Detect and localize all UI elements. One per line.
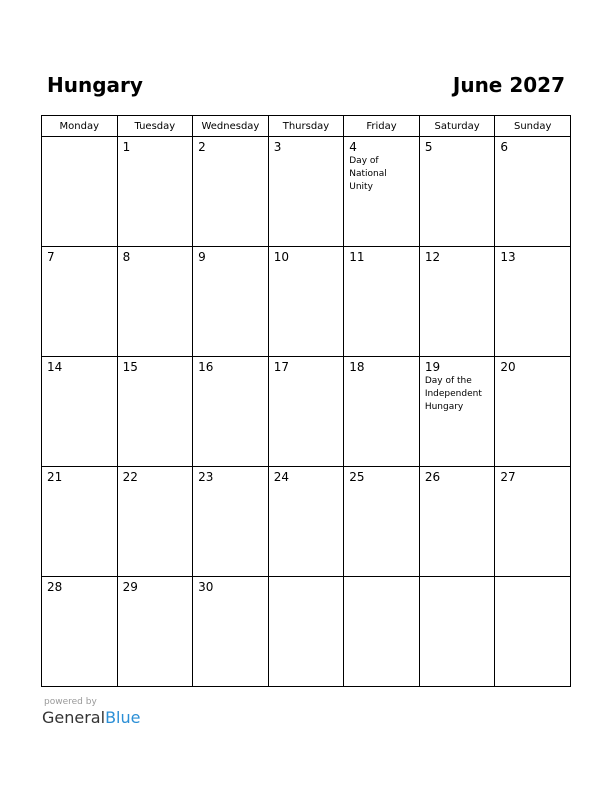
day-cell <box>42 467 118 577</box>
holiday-label <box>495 484 570 485</box>
day-cell <box>193 247 269 357</box>
brand-name-part2: Blue <box>105 708 141 727</box>
day-number: 22 <box>122 470 138 484</box>
day-cell <box>419 247 495 357</box>
day-number: 24 <box>273 470 289 484</box>
holiday-label <box>269 264 344 265</box>
brand-logo[interactable] <box>42 708 140 728</box>
holiday-label <box>420 484 495 485</box>
day-cell <box>419 137 495 247</box>
holiday-label <box>420 154 495 155</box>
week-row <box>42 577 571 687</box>
holiday-label <box>269 580 344 581</box>
day-cell <box>42 357 118 467</box>
day-cell <box>42 247 118 357</box>
holiday-label <box>118 484 193 485</box>
holiday-label: Day of National Unity <box>349 156 387 192</box>
day-number: 13 <box>500 250 516 264</box>
holiday-label <box>193 154 268 155</box>
day-number: 10 <box>273 250 289 264</box>
day-number: 27 <box>500 470 516 484</box>
day-cell <box>193 577 269 687</box>
holiday-label <box>42 264 117 265</box>
day-cell <box>419 467 495 577</box>
weekday-header-row <box>42 116 571 137</box>
weekday-wednesday: Wednesday <box>193 116 269 137</box>
day-cell <box>344 577 420 687</box>
day-cell <box>495 137 571 247</box>
holiday-label <box>344 484 419 485</box>
holiday-label <box>118 264 193 265</box>
day-cell <box>193 357 269 467</box>
day-number: 26 <box>424 470 441 484</box>
day-cell <box>344 357 420 467</box>
day-cell <box>268 577 344 687</box>
country-title: Hungary <box>47 73 143 97</box>
holiday-label <box>118 594 193 595</box>
day-number: 8 <box>122 250 131 264</box>
holiday-label <box>344 374 419 375</box>
day-number: 23 <box>198 470 214 484</box>
day-cell <box>495 357 571 467</box>
holiday-label <box>42 484 117 485</box>
day-number: 3 <box>273 140 282 154</box>
day-number: 25 <box>349 470 365 484</box>
holiday-label <box>344 580 419 581</box>
holiday-label <box>495 580 570 581</box>
holiday-label <box>269 154 344 155</box>
day-number: 29 <box>122 580 138 594</box>
holiday-label <box>193 484 268 485</box>
holiday-label <box>118 154 193 155</box>
holiday-label <box>420 580 495 581</box>
powered-by-text: powered by <box>44 697 97 707</box>
day-cell <box>193 137 269 247</box>
day-number: 1 <box>122 140 131 154</box>
holiday-label <box>42 140 117 141</box>
holiday-label <box>193 264 268 265</box>
day-number: 4 <box>349 140 357 154</box>
day-cell <box>268 247 344 357</box>
week-row <box>42 247 571 357</box>
calendar-header <box>42 70 570 100</box>
day-number: 18 <box>349 360 365 374</box>
holiday-label <box>118 374 193 375</box>
calendar-grid <box>41 115 571 687</box>
holiday-label <box>42 594 117 595</box>
month-title: June 2027 <box>452 73 565 97</box>
holiday-label <box>42 374 117 375</box>
day-cell <box>344 137 420 247</box>
holiday-label <box>495 154 570 155</box>
day-number: 28 <box>47 580 63 594</box>
day-cell <box>117 137 193 247</box>
day-cell <box>268 137 344 247</box>
day-cell <box>117 247 193 357</box>
holiday-label <box>193 594 268 595</box>
day-number: 11 <box>349 250 365 264</box>
holiday-label <box>420 264 495 265</box>
week-row <box>42 357 571 467</box>
holiday-label: Day of the Independent Hungary <box>424 376 482 412</box>
day-cell <box>419 577 495 687</box>
weekday-saturday: Saturday <box>419 116 495 137</box>
weekday-thursday: Thursday <box>268 116 344 137</box>
day-cell <box>268 357 344 467</box>
day-cell <box>117 357 193 467</box>
brand-name-part1: General <box>42 708 106 727</box>
day-cell <box>495 247 571 357</box>
week-row <box>42 137 571 247</box>
footer-branding <box>42 696 140 728</box>
day-cell <box>268 467 344 577</box>
day-number: 17 <box>273 360 289 374</box>
holiday-label <box>269 484 344 485</box>
day-number: 15 <box>122 360 138 374</box>
holiday-label <box>193 374 268 375</box>
day-cell <box>42 577 118 687</box>
day-number: 30 <box>198 580 214 594</box>
day-number: 16 <box>198 360 214 374</box>
day-number: 20 <box>500 360 516 374</box>
day-cell <box>495 577 571 687</box>
day-cell <box>419 357 495 467</box>
day-cell <box>344 247 420 357</box>
day-number: 9 <box>198 250 206 264</box>
day-number: 21 <box>47 470 63 484</box>
day-number: 6 <box>500 140 509 154</box>
weekday-tuesday: Tuesday <box>117 116 193 137</box>
week-row <box>42 467 571 577</box>
day-cell <box>193 467 269 577</box>
day-cell <box>117 467 193 577</box>
day-number: 12 <box>424 250 441 264</box>
day-number: 2 <box>198 140 206 154</box>
day-number: 14 <box>47 360 63 374</box>
weekday-friday: Friday <box>344 116 420 137</box>
holiday-label <box>495 264 570 265</box>
day-number: 19 <box>424 360 441 374</box>
holiday-label <box>344 264 419 265</box>
weekday-sunday: Sunday <box>495 116 571 137</box>
day-cell <box>495 467 571 577</box>
weekday-monday: Monday <box>42 116 118 137</box>
holiday-label <box>495 374 570 375</box>
day-cell <box>117 577 193 687</box>
day-cell <box>42 137 118 247</box>
holiday-label <box>269 374 344 375</box>
day-number: 5 <box>424 140 433 154</box>
day-cell <box>344 467 420 577</box>
day-number: 7 <box>47 250 55 264</box>
